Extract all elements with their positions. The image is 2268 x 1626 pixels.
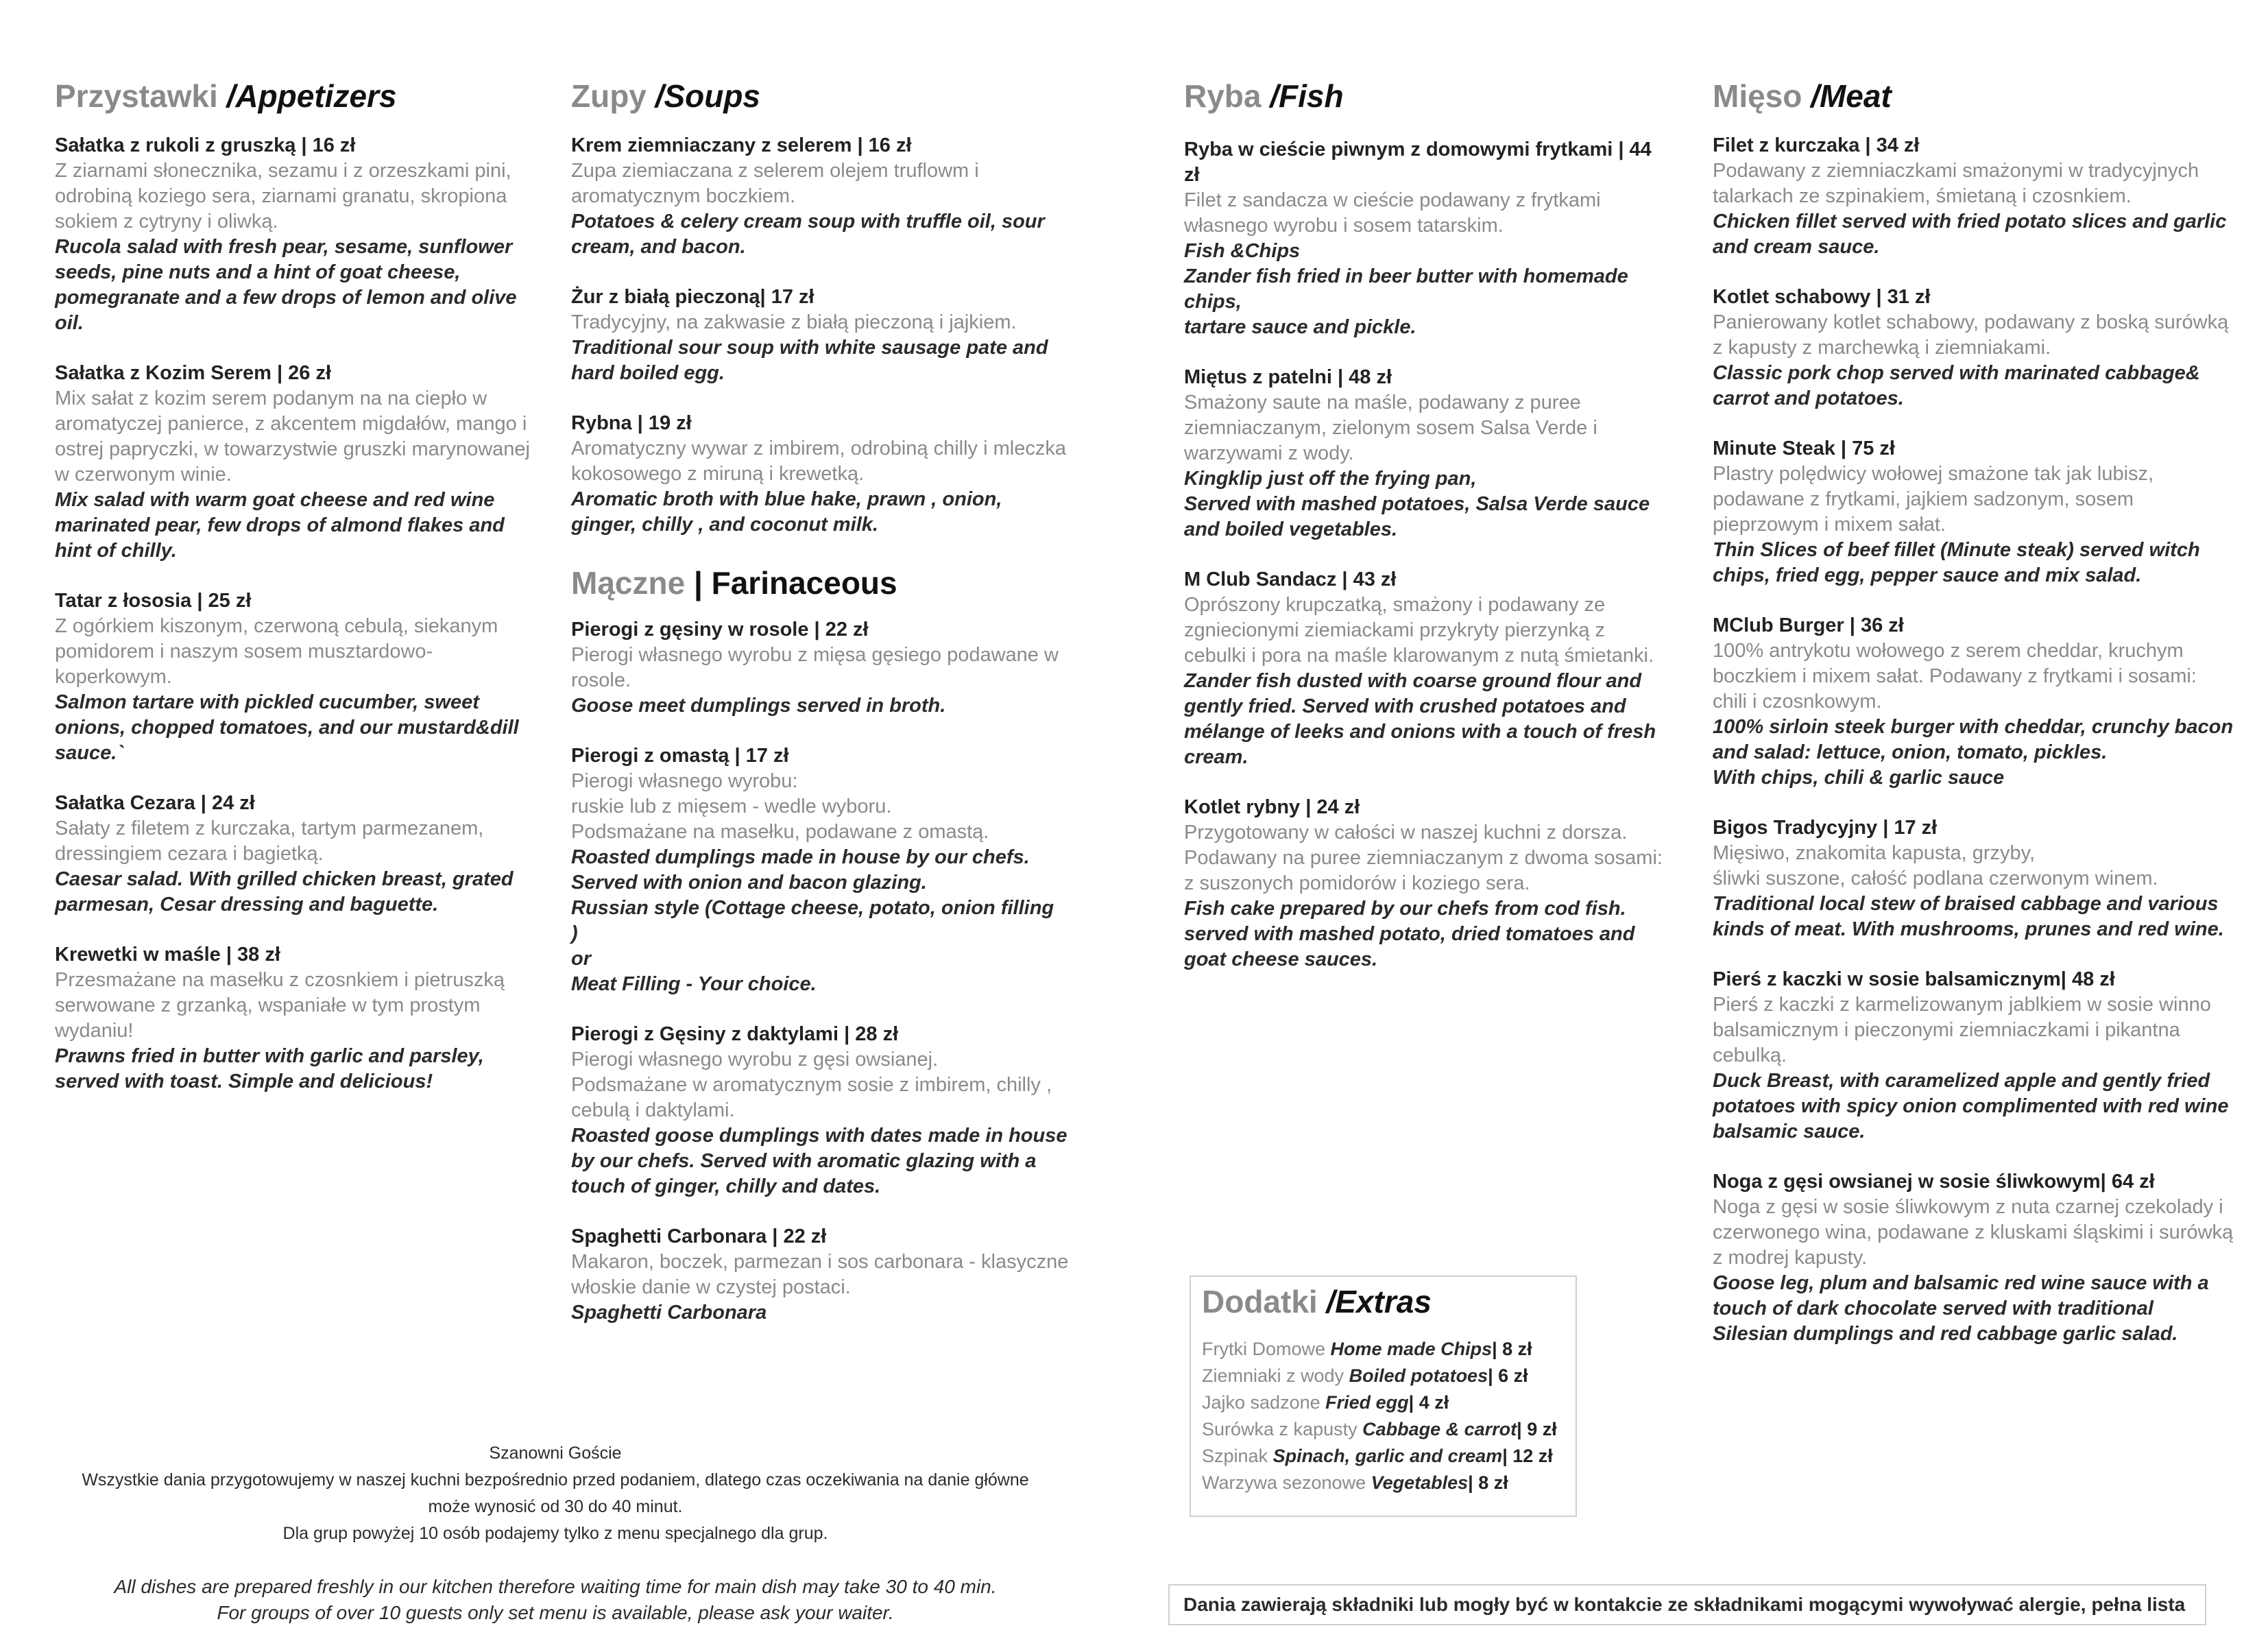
extras-box: [1190, 1276, 1577, 1517]
appetizers-column: [55, 75, 542, 1119]
heading-en: Fish: [1279, 78, 1344, 114]
heading-separator: /: [1270, 78, 1279, 114]
fish-list: [1184, 137, 1664, 972]
menu-item-english: Classic pork chop served with marinated cabbage& carrot and potatoes.: [1713, 362, 2200, 409]
menu-item-name: Sałatka Cezara | 24 zł: [55, 792, 255, 814]
extra-item-pl: Frytki Domowe: [1202, 1339, 1331, 1359]
extra-item-en: Cabbage & carrot: [1362, 1419, 1517, 1439]
menu-item-english: 100% sirloin steek burger with cheddar, crunchy bacon and salad: lettuce, onion, tomato, pickles. With chips, chili & garlic sauce: [1713, 716, 2234, 789]
menu-item-english: Chicken fillet served with fried potato slices and garlic and cream sauce.: [1713, 211, 2227, 258]
meat-heading: [1713, 75, 2234, 117]
menu-item-name: Ryba w cieście piwnym z domowymi frytkami | 44 zł: [1184, 139, 1652, 186]
heading-separator: /: [655, 78, 664, 114]
menu-item-name: Pierś z kaczki w sosie balsamicznym| 48 zł: [1713, 968, 2115, 990]
menu-item-name: Sałatka z Kozim Serem | 26 zł: [55, 362, 332, 384]
menu-item-description: Mix sałat z kozim serem podanym na na ciepło w aromatyczej panierce, z akcentem migdałów, mango i ostrej papryczki, w towarzystwie gruszki marynowanej w czerwonym winie.: [55, 387, 530, 486]
menu-item-description: Mięsiwo, znakomita kapusta, grzyby, śliwki suszone, całość podlana czerwonym winem.: [1713, 842, 2158, 889]
heading-separator: |: [693, 565, 703, 601]
menu-item: [1713, 1169, 2234, 1347]
menu-item-description: Przesmażane na masełku z czosnkiem i pietruszką serwowane z grzanką, wspaniałe w tym prostym wydaniu!: [55, 969, 505, 1042]
farinaceous-list: [571, 617, 1072, 1326]
menu-item-description: Podawany z ziemniaczkami smażonymi w tradycyjnych talarkach ze szpinakiem, śmietaną i czosnkiem.: [1713, 160, 2199, 207]
menu-item-name: Tatar z łososia | 25 zł: [55, 590, 252, 612]
appetizers-heading: [55, 75, 542, 117]
extra-item-pl: Jajko sadzone: [1202, 1392, 1326, 1413]
menu-item-english: Prawns fried in butter with garlic and parsley, served with toast. Simple and delicious!: [55, 1045, 484, 1092]
menu-item-description: Panierowany kotlet schabowy, podawany z boską surówką z kapusty z marchewką i ziemniakami.: [1713, 311, 2229, 359]
menu-item: [1713, 815, 2234, 942]
notice-line: może wynosić od 30 do 40 minut.: [428, 1497, 683, 1516]
extra-item-price: | 4 zł: [1408, 1392, 1449, 1413]
guest-notice: [55, 1440, 1056, 1626]
menu-item-name: Miętus z patelni | 48 zł: [1184, 366, 1392, 388]
appetizers-list: [55, 133, 542, 1095]
menu-item-name: Pierogi z gęsiny w rosole | 22 zł: [571, 619, 869, 641]
extra-item-pl: Surówka z kapusty: [1202, 1419, 1363, 1439]
menu-item-english: Fish &Chips Zander fish fried in beer butter with homemade chips, tartare sauce and pickle.: [1184, 240, 1628, 338]
menu-item-name: Krem ziemniaczany z selerem | 16 zł: [571, 134, 912, 156]
extra-item-en: Spinach, garlic and cream: [1272, 1446, 1503, 1466]
heading-pl: Mięso: [1713, 78, 1802, 114]
menu-item-name: Sałatka z rukoli z gruszką | 16 zł: [55, 134, 356, 156]
extras-heading: [1202, 1281, 1565, 1322]
heading-en: Extras: [1335, 1284, 1432, 1319]
extra-item-pl: Warzywa sezonowe: [1202, 1472, 1371, 1493]
extra-item-price: | 12 zł: [1502, 1446, 1553, 1466]
menu-item: [571, 743, 1072, 997]
soups-column: [571, 75, 1072, 1350]
menu-item: [55, 361, 542, 564]
menu-item-name: M Club Sandacz | 43 zł: [1184, 569, 1397, 590]
heading-pl: Ryba: [1184, 78, 1262, 114]
heading-separator: /: [1811, 78, 1820, 114]
menu-item-name: MClub Burger | 36 zł: [1713, 614, 1904, 636]
menu-item: [1713, 285, 2234, 411]
fish-heading: [1184, 75, 1664, 117]
extra-item: [1202, 1443, 1565, 1470]
extra-item: [1202, 1363, 1565, 1389]
menu-item-description: Pierogi własnego wyrobu: ruskie lub z mięsem - wedle wyboru. Podsmażane na masełku, podawane z omastą.: [571, 770, 989, 843]
menu-item-description: Pierś z kaczki z karmelizowanym jablkiem w sosie winno balsamicznym i pieczonymi ziemniaczkami i pikantna cebulką.: [1713, 994, 2211, 1066]
menu-item-name: Pierogi z omastą | 17 zł: [571, 745, 789, 767]
menu-item-description: Noga z gęsi w sosie śliwkowym z nuta czarnej czekolady i czerwonego wina, podawane z kluskami śląskimi i surówką z modrej kapusty.: [1713, 1196, 2234, 1269]
menu-item-english: Thin Slices of beef fillet (Minute steak) served witch chips, fried egg, pepper sauce and mix salad.: [1713, 539, 2200, 586]
allergen-notice: [1168, 1584, 2206, 1625]
menu-item-description: Tradycyjny, na zakwasie z białą pieczoną i jajkiem.: [571, 311, 1017, 333]
menu-item-english: Goose meet dumplings served in broth.: [571, 695, 946, 717]
menu-item-description: 100% antrykotu wołowego z serem cheddar, kruchym boczkiem i mixem sałat. Podawany z frytkami i sosami: chili i czosnkowym.: [1713, 640, 2197, 713]
heading-en: Appetizers: [235, 78, 397, 114]
menu-item: [55, 791, 542, 918]
menu-item-description: Oprószony krupczatką, smażony i podawany ze zgniecionymi ziemiackami przykryty pierzynką z cebulki i pora na maśle klarowanym z nutą śmietanki.: [1184, 594, 1654, 667]
extra-item-price: | 9 zł: [1517, 1419, 1557, 1439]
extra-item-en: Boiled potatoes: [1349, 1365, 1488, 1386]
menu-item-english: Traditional sour soup with white sausage pate and hard boiled egg.: [571, 337, 1048, 384]
menu-item-english: Fish cake prepared by our chefs from cod fish. served with mashed potato, dried tomatoes and goat cheese sauces.: [1184, 898, 1635, 970]
menu-item: [571, 133, 1072, 260]
menu-item-english: Spaghetti Carbonara: [571, 1302, 767, 1324]
menu-item: [1184, 365, 1664, 542]
menu-item-english: Caesar salad. With grilled chicken breast, grated parmesan, Cesar dressing and baguette.: [55, 868, 514, 916]
menu-item: [571, 285, 1072, 386]
soups-list: [571, 133, 1072, 538]
menu-item: [571, 617, 1072, 719]
menu-item-description: Aromatyczny wywar z imbirem, odrobiną chilly i mleczka kokosowego z miruną i krewetką.: [571, 438, 1066, 485]
menu-item-english: Duck Breast, with caramelized apple and gently fried potatoes with spicy onion complimented with red wine balsamic sauce.: [1713, 1070, 2229, 1143]
menu-item-english: Salmon tartare with pickled cucumber, sweet onions, chopped tomatoes, and our mustard&dill sauce.`: [55, 691, 519, 764]
heading-en: Farinaceous: [711, 565, 897, 601]
menu-item-name: Rybna | 19 zł: [571, 412, 692, 434]
allergen-text: Dania zawierają składniki lub mogły być w kontakcie ze składnikami mogącymi wywoływać alergie, pełna lista: [1183, 1594, 2186, 1615]
menu-item-english: Potatoes & celery cream soup with truffle oil, sour cream, and bacon.: [571, 211, 1045, 258]
extra-item-price: | 8 zł: [1468, 1472, 1508, 1493]
menu-item: [1713, 436, 2234, 588]
notice-line: Wszystkie dania przygotowujemy w naszej kuchni bezpośrednio przed podaniem, dlatego czas oczekiwania na danie główne: [82, 1470, 1029, 1490]
menu-item-name: Pierogi z Gęsiny z daktylami | 28 zł: [571, 1023, 899, 1045]
soups-heading: [571, 75, 1072, 117]
extra-item: [1202, 1416, 1565, 1443]
heading-pl: Przystawki: [55, 78, 218, 114]
extra-item-pl: Ziemniaki z wody: [1202, 1365, 1349, 1386]
menu-item-description: Plastry polędwicy wołowej smażone tak jak lubisz, podawane z frytkami, jajkiem sadzonym, sosem pieprzowym i mixem sałat.: [1713, 463, 2154, 536]
menu-item: [1184, 137, 1664, 340]
menu-item: [1184, 567, 1664, 770]
menu-item: [1713, 133, 2234, 260]
extra-item-price: | 6 zł: [1488, 1365, 1528, 1386]
meat-list: [1713, 133, 2234, 1347]
notice-line: Dla grup powyżej 10 osób podajemy tylko z menu specjalnego dla grup.: [282, 1524, 828, 1543]
menu-item: [1184, 795, 1664, 972]
menu-item: [1713, 613, 2234, 791]
farinaceous-heading: [571, 562, 1072, 603]
menu-item-description: Przygotowany w całości w naszej kuchni z dorsza. Podawany na puree ziemniaczanym z dwoma sosami: z suszonych pomidorów i koziego sera.: [1184, 822, 1663, 894]
extra-item-price: | 8 zł: [1492, 1339, 1532, 1359]
menu-item-description: Sałaty z filetem z kurczaka, tartym parmezanem, dressingiem cezara i bagietką.: [55, 817, 484, 865]
heading-separator: /: [226, 78, 236, 114]
heading-separator: /: [1326, 1284, 1336, 1319]
extra-item-en: Fried egg: [1325, 1392, 1409, 1413]
menu-item-english: Traditional local stew of braised cabbage and various kinds of meat. With mushrooms, prunes and red wine.: [1713, 893, 2224, 940]
menu-item: [55, 588, 542, 766]
menu-item-name: Żur z białą pieczoną| 17 zł: [571, 286, 815, 308]
menu-item-name: Kotlet schabowy | 31 zł: [1713, 286, 1931, 308]
menu-item: [55, 942, 542, 1095]
notice-title: Szanowni Goście: [489, 1444, 622, 1463]
menu-item-english: Rucola salad with fresh pear, sesame, sunflower seeds, pine nuts and a hint of goat cheese, pomegranate and a few drops of lemon and olive oil.: [55, 236, 517, 334]
menu-item-description: Makaron, boczek, parmezan i sos carbonara - klasyczne włoskie danie w czystej postaci.: [571, 1251, 1069, 1298]
extra-item-en: Home made Chips: [1330, 1339, 1493, 1359]
extra-item: [1202, 1336, 1565, 1363]
fish-column: [1184, 75, 1664, 997]
menu-item-name: Kotlet rybny | 24 zł: [1184, 796, 1360, 818]
menu-item-description: Filet z sandacza w cieście podawany z frytkami własnego wyrobu i sosem tatarskim.: [1184, 189, 1601, 237]
menu-item-description: Z ziarnami słonecznika, sezamu i z orzeszkami pini, odrobiną koziego sera, ziarnami granatu, skropiona sokiem z cytryny i oliwką.: [55, 160, 511, 232]
menu-item-description: Pierogi własnego wyrobu z mięsa gęsiego podawane w rosole.: [571, 644, 1059, 691]
menu-item-name: Noga z gęsi owsianej w sosie śliwkowym| 64 zł: [1713, 1171, 2155, 1193]
extra-item-en: Vegetables: [1371, 1472, 1469, 1493]
heading-pl: Dodatki: [1202, 1284, 1318, 1319]
extra-item: [1202, 1470, 1565, 1496]
menu-item: [571, 1022, 1072, 1199]
menu-item-description: Z ogórkiem kiszonym, czerwoną cebulą, siekanym pomidorem i naszym sosem musztardowo-koperkowym.: [55, 615, 498, 688]
extra-item-pl: Szpinak: [1202, 1446, 1273, 1466]
heading-en: Soups: [664, 78, 761, 114]
menu-item-english: Roasted goose dumplings with dates made in house by our chefs. Served with aromatic glazing with a touch of ginger, chilly and dates.: [571, 1125, 1067, 1197]
menu-item-name: Spaghetti Carbonara | 22 zł: [571, 1226, 827, 1247]
menu-item-description: Pierogi własnego wyrobu z gęsi owsianej. Podsmażane w aromatycznym sosie z imbirem, chilly , cebulą i daktylami.: [571, 1049, 1052, 1121]
notice-en-line: All dishes are prepared freshly in our kitchen therefore waiting time for main dish may take 30 to 40 min.: [114, 1576, 997, 1597]
menu-item-english: Mix salad with warm goat cheese and red wine marinated pear, few drops of almond flakes and hint of chilly.: [55, 489, 505, 562]
meat-column: [1713, 75, 2234, 1372]
menu-item: [571, 411, 1072, 538]
menu-item-english: Roasted dumplings made in house by our chefs. Served with onion and bacon glazing. Russian style (Cottage cheese, potato, onion filling ) or Meat Filling - Your choice.: [571, 846, 1054, 995]
menu-item-name: Bigos Tradycyjny | 17 zł: [1713, 817, 1938, 839]
menu-item: [55, 133, 542, 336]
heading-en: Meat: [1819, 78, 1892, 114]
menu-item-description: Smażony saute na maśle, podawany z puree ziemniaczanym, zielonym sosem Salsa Verde i warzywami z wody.: [1184, 392, 1597, 464]
menu-item-name: Filet z kurczaka | 34 zł: [1713, 134, 1920, 156]
menu-item-english: Zander fish dusted with coarse ground flour and gently fried. Served with crushed potatoes and mélange of leeks and onions with a touch of fresh cream.: [1184, 670, 1656, 768]
heading-pl: Mączne: [571, 565, 686, 601]
notice-en-line: For groups of over 10 guests only set menu is available, please ask your waiter.: [217, 1602, 894, 1623]
menu-item-english: Goose leg, plum and balsamic red wine sauce with a touch of dark chocolate served with traditional Silesian dumplings and red cabbage garlic salad.: [1713, 1272, 2209, 1345]
menu-item-english: Aromatic broth with blue hake, prawn , onion, ginger, chilly , and coconut milk.: [571, 488, 1002, 536]
menu-item-name: Krewetki w maśle | 38 zł: [55, 944, 280, 966]
menu-item: [1713, 967, 2234, 1145]
menu-item-name: Minute Steak | 75 zł: [1713, 438, 1895, 459]
menu-item-description: Zupa ziemiaczana z selerem olejem truflowm i aromatycznym boczkiem.: [571, 160, 979, 207]
extras-list: [1202, 1336, 1565, 1496]
menu-item-english: Kingklip just off the frying pan, Served with mashed potatoes, Salsa Verde sauce and boiled vegetables.: [1184, 468, 1650, 540]
heading-pl: Zupy: [571, 78, 647, 114]
menu-item: [571, 1224, 1072, 1326]
extra-item: [1202, 1389, 1565, 1416]
